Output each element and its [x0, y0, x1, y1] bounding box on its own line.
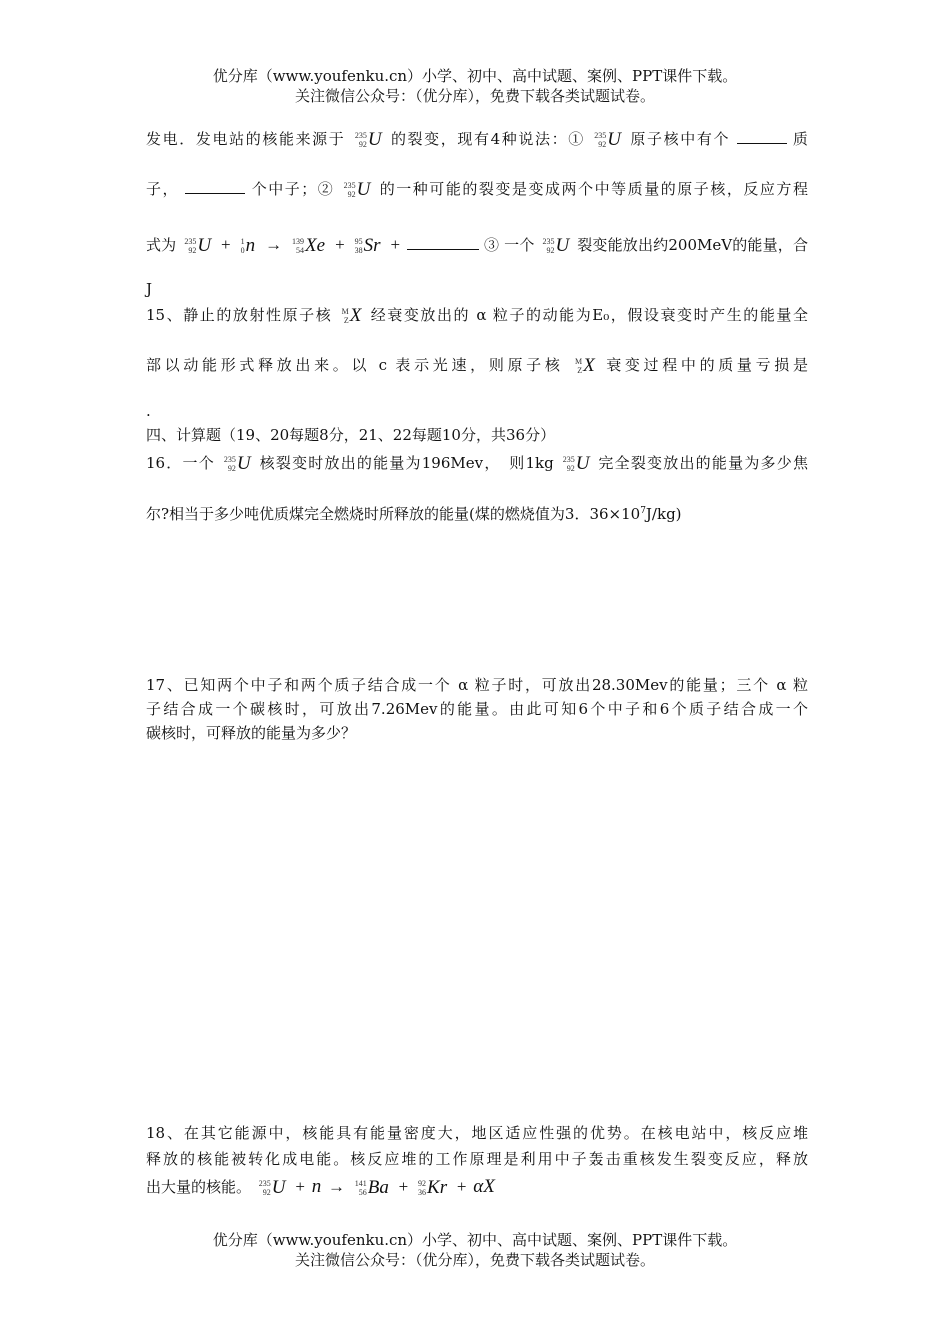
plus-sign: + — [390, 235, 401, 254]
parent-nuclide-x: M Z X — [575, 355, 595, 376]
barium-141-nuclide: 141 56 Ba — [354, 1177, 389, 1198]
q16-line-1 — [146, 452, 808, 475]
q14-text: 裂变能放出约200MeV的能量，合 — [577, 236, 808, 254]
reaction-arrow: → — [265, 235, 283, 254]
plus-sign: + — [456, 1177, 467, 1196]
q14-text: 式为 — [146, 236, 177, 254]
uranium-235-nuclide: 235 92 U — [562, 453, 590, 474]
q17-line-2: 子结合成一个碳核时，可放出7.26Mev的能量。由此可知6个中子和6个质子结合成一个 — [146, 700, 808, 718]
q15-line-1 — [146, 304, 808, 327]
q18-line-3 — [146, 1176, 808, 1199]
q14-line-4: J — [146, 280, 153, 298]
answer-blank-protons[interactable] — [737, 129, 787, 144]
q14-text: 质 — [792, 130, 808, 148]
q14-line-3 — [146, 234, 808, 257]
q14-text: 的裂变，现有4种说法：① — [390, 130, 585, 148]
q15-line-3: . — [146, 402, 151, 420]
q14-text: 发电．发电站的核能来源于 — [146, 130, 346, 148]
neutron-symbol: n — [311, 1176, 322, 1197]
plus-sign: + — [335, 235, 345, 254]
q18-line-2: 释放的核能被转化成电能。核反应堆的工作原理是利用中子轰击重核发生裂变反应，释放 — [146, 1150, 808, 1168]
q17-line-1: 17、已知两个中子和两个质子结合成一个 α 粒子时，可放出28.30Mev的能量；三个 α 粒 — [146, 676, 808, 694]
answer-blank-neutrons[interactable] — [185, 179, 245, 194]
q14-line-1 — [146, 128, 808, 151]
q18-line-1: 18、在其它能源中，核能具有能量密度大，地区适应性强的优势。在核电站中，核反应堆 — [146, 1124, 808, 1142]
exponent: 7 — [640, 506, 646, 516]
q16-text: 尔?相当于多少吨优质煤完全燃烧时所释放的能量(煤的燃烧值为3．36×10 — [146, 505, 641, 523]
uranium-235-nuclide: 235 92 U — [184, 235, 212, 256]
q14-line-2 — [146, 178, 808, 201]
neutron-nuclide: 1 0 n — [240, 235, 256, 256]
q14-text: 原子核中有个 — [630, 130, 731, 148]
q16-text: 16．一个 — [146, 454, 215, 472]
uranium-235-nuclide: 235 92 U — [594, 129, 622, 150]
q14-text: 的一种可能的裂变是变成两个中等质量的原子核，反应方程 — [379, 180, 808, 198]
q15-line-2 — [146, 354, 808, 377]
parent-nuclide-x: M Z X — [341, 305, 362, 326]
header-line-2: 关注微信公众号：（优分库），免费下载各类试题试卷。 — [294, 87, 655, 105]
alpha-x-term: αX — [473, 1176, 495, 1197]
uranium-235-nuclide: 235 92 U — [223, 453, 251, 474]
footer-line-1: 优分库（www.youfenku.cn）小学、初中、高中试题、案例、PPT课件下载。 — [212, 1231, 738, 1249]
answer-blank-product[interactable] — [407, 235, 479, 250]
xenon-139-nuclide: 139 54 Xe — [292, 235, 326, 256]
q15-text: 部以动能形式释放出来。以 c 表示光速，则原子核 — [146, 356, 564, 374]
q15-text: 衰变过程中的质量亏损是 — [606, 356, 808, 374]
plus-sign: + — [221, 235, 231, 254]
strontium-95-nuclide: 95 38 Sr — [354, 235, 381, 256]
q18-text: 出大量的核能。 — [146, 1178, 252, 1196]
q16-text: 完全裂变放出的能量为多少焦 — [598, 454, 808, 472]
q17-line-3: 碳核时，可释放的能量为多少？ — [146, 724, 357, 742]
plus-sign: + — [398, 1177, 409, 1196]
uranium-235-nuclide: 235 92 U — [258, 1177, 286, 1198]
q16-text: 核裂变时放出的能量为196Mev， 则1kg — [259, 454, 554, 472]
q14-text: 个中子；② — [251, 180, 335, 198]
q15-text: 15、静止的放射性原子核 — [146, 306, 333, 324]
q14-text: 子， — [146, 180, 180, 198]
krypton-92-nuclide: 92 36 Kr — [418, 1177, 448, 1198]
reaction-arrow: → — [327, 1177, 345, 1196]
uranium-235-nuclide: 235 92 U — [542, 235, 570, 256]
uranium-235-nuclide: 235 92 U — [343, 179, 371, 200]
section-4-heading: 四、计算题（19、20每题8分，21、22每题10分，共36分） — [146, 426, 556, 444]
header-line-1: 优分库（www.youfenku.cn）小学、初中、高中试题、案例、PPT课件下载。 — [212, 67, 738, 85]
uranium-235-nuclide: 235 92 U — [354, 129, 382, 150]
q15-text: 经衰变放出的 α 粒子的动能为E₀，假设衰变时产生的能量全 — [370, 306, 808, 324]
q14-text: ③ 一个 — [484, 236, 535, 254]
q16-text: J/kg) — [645, 505, 682, 523]
q16-line-2 — [146, 500, 808, 525]
footer-line-2: 关注微信公众号：（优分库），免费下载各类试题试卷。 — [294, 1251, 655, 1269]
plus-sign: + — [295, 1177, 305, 1196]
